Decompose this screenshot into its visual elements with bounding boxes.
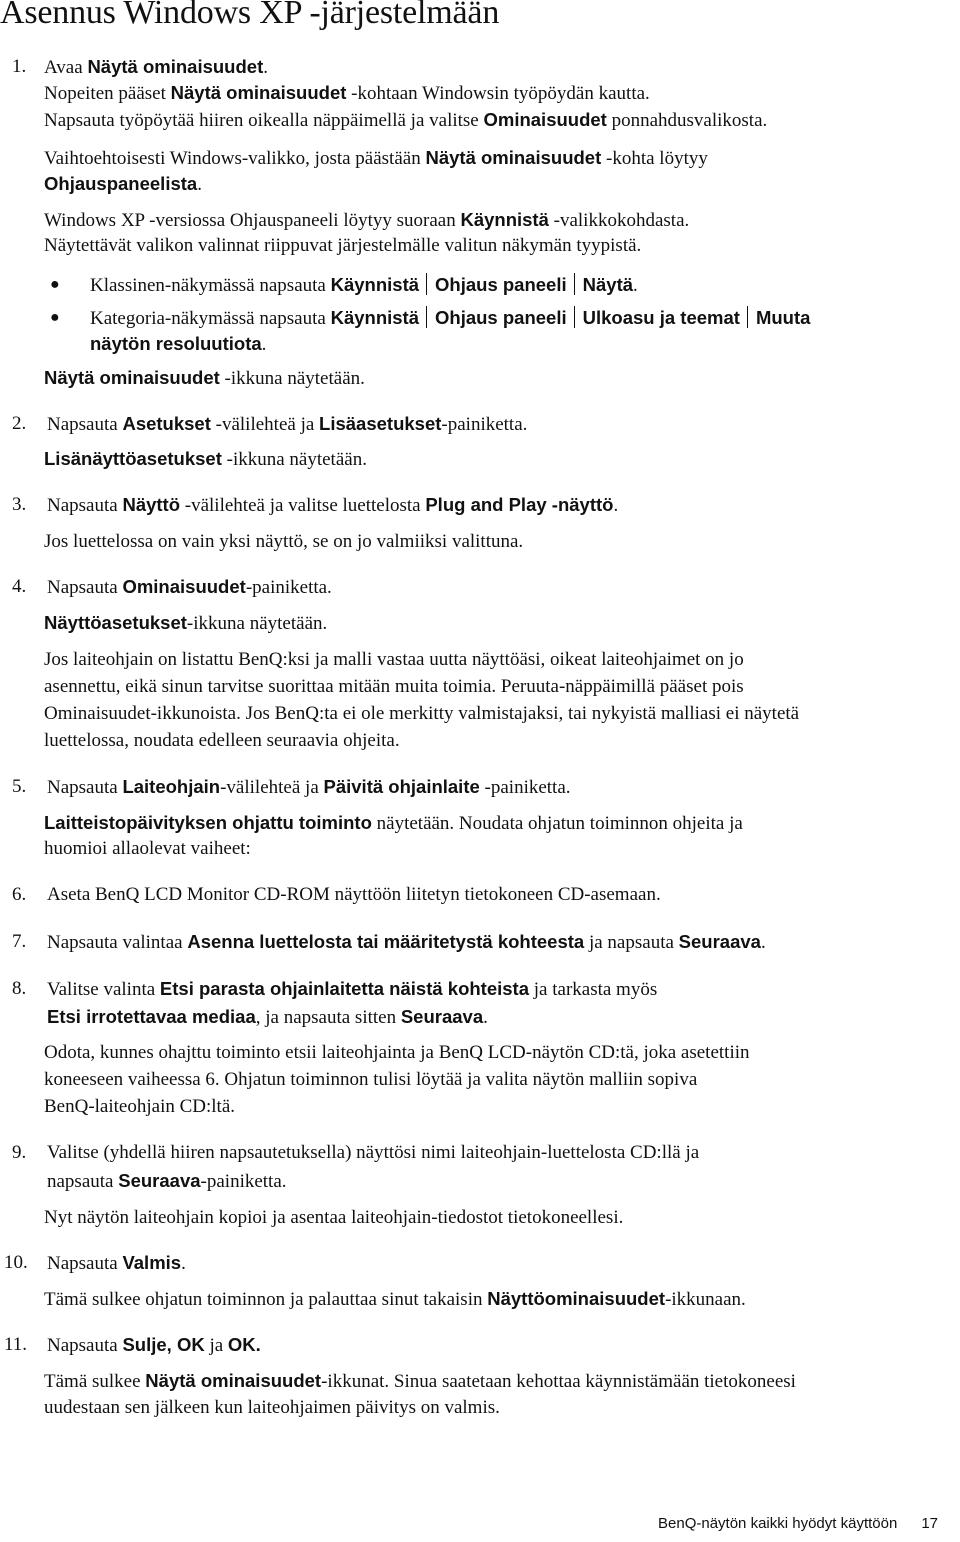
text: Napsauta bbox=[47, 777, 123, 798]
separator bbox=[747, 306, 748, 328]
bullet-item-continuation bbox=[90, 331, 266, 358]
step-number: 8. bbox=[12, 978, 27, 999]
step2-heading bbox=[47, 411, 527, 438]
text: . bbox=[760, 932, 766, 953]
bold-term: , bbox=[166, 1334, 177, 1355]
bold-term: Ominaisuudet bbox=[483, 109, 607, 130]
bold-term: Näytä ominaisuudet bbox=[425, 147, 602, 168]
menu-path-item: näytön resoluutiota bbox=[90, 333, 262, 354]
text: ja bbox=[204, 1335, 228, 1356]
step2-line bbox=[44, 446, 367, 473]
bold-term: Seuraava bbox=[118, 1170, 201, 1191]
text: -välilehteä ja bbox=[220, 777, 324, 798]
text: Napsauta bbox=[47, 414, 123, 435]
text: -ikkuna näytetään. bbox=[219, 368, 365, 389]
bold-term: Etsi parasta ohjainlaitetta näistä kohteista bbox=[159, 978, 530, 999]
text: . bbox=[197, 174, 202, 195]
separator bbox=[426, 273, 427, 295]
step10-paragraph-line bbox=[44, 1286, 746, 1313]
text: -painiketta. bbox=[479, 777, 571, 798]
step11-paragraph-line bbox=[44, 1368, 796, 1395]
step1-line bbox=[44, 107, 767, 134]
text: napsauta bbox=[47, 1171, 119, 1192]
bold-term: Asenna luettelosta tai määritetystä kohteesta bbox=[187, 931, 585, 952]
separator bbox=[574, 306, 575, 328]
text: ja tarkasta myös bbox=[529, 979, 658, 1000]
step9-heading: Valitse (yhdellä hiiren napsautetuksella) näyttösi nimi laiteohjain-luettelosta CD:llä ja bbox=[47, 1142, 700, 1163]
step9-paragraph-line: Nyt näytön laiteohjain kopioi ja asentaa laiteohjain-tiedostot tietokoneellesi. bbox=[44, 1207, 624, 1228]
step-number: 11. bbox=[4, 1334, 28, 1355]
step-number: 3. bbox=[12, 494, 27, 515]
text: Avaa bbox=[44, 57, 88, 78]
text: -kohtaan Windowsin työpöydän kautta. bbox=[346, 83, 650, 104]
text: näytetään. Noudata ohjatun toiminnon ohjeita ja bbox=[371, 813, 743, 834]
step1-line bbox=[44, 207, 689, 234]
text: . bbox=[261, 334, 267, 355]
text: ponnahdusvalikosta. bbox=[606, 110, 768, 131]
text: . bbox=[633, 275, 638, 296]
bold-term: . bbox=[255, 1334, 261, 1355]
menu-path-item: Ohjaus paneeli bbox=[435, 307, 567, 328]
step-number: 1. bbox=[12, 56, 27, 77]
text: Napsauta valintaa bbox=[47, 932, 188, 953]
step-number: 4. bbox=[12, 576, 27, 597]
bold-term: Plug and Play -näyttö bbox=[425, 494, 614, 515]
page-footer bbox=[658, 1515, 938, 1532]
text: . bbox=[263, 57, 268, 78]
bold-term: Valmis bbox=[122, 1252, 182, 1273]
text: Vaihtoehtoisesti Windows-valikko, josta päästään bbox=[44, 148, 426, 169]
step8-heading bbox=[47, 976, 657, 1003]
text: -kohta löytyy bbox=[601, 148, 708, 169]
bold-term: Näyttöominaisuudet bbox=[487, 1288, 666, 1309]
bold-term: Ohjauspaneelista bbox=[44, 173, 198, 194]
step3-line: Jos luettelossa on vain yksi näyttö, se on jo valmiiksi valittuna. bbox=[44, 531, 524, 552]
step1-line bbox=[44, 80, 650, 107]
step4-paragraph-line: Ominaisuudet-ikkunoista. Jos BenQ:ta ei ole merkitty valmistajaksi, tai nykyistä malliasi ei näytetä bbox=[44, 703, 800, 724]
step8-paragraph-line: BenQ-laiteohjain CD:ltä. bbox=[44, 1096, 236, 1117]
step9-heading-continuation bbox=[47, 1168, 287, 1195]
bold-term: Sulje bbox=[122, 1334, 167, 1355]
step5-line bbox=[44, 810, 743, 837]
text: Kategoria-näkymässä napsauta bbox=[90, 308, 331, 329]
text: Tämä sulkee bbox=[44, 1371, 146, 1392]
text: -ikkuna näytetään. bbox=[221, 449, 367, 470]
step11-heading bbox=[47, 1332, 261, 1359]
step1-line bbox=[44, 145, 708, 172]
bold-term: Näytä ominaisuudet bbox=[145, 1370, 322, 1391]
text: , ja napsauta sitten bbox=[255, 1007, 401, 1028]
text: . bbox=[181, 1253, 186, 1274]
step7-heading bbox=[47, 929, 766, 956]
text: Tämä sulkee ohjatun toiminnon ja palauttaa sinut takaisin bbox=[44, 1289, 488, 1310]
bold-term: Seuraava bbox=[678, 931, 761, 952]
menu-path-item: Muuta bbox=[755, 307, 811, 328]
step1-line bbox=[44, 365, 365, 392]
bullet-item bbox=[90, 305, 810, 332]
text: Windows XP -versiossa Ohjauspaneeli löytyy suoraan bbox=[44, 210, 461, 231]
bold-term: Näyttö bbox=[122, 494, 181, 515]
page-title: Asennus Windows XP -järjestelmään bbox=[0, 0, 500, 31]
menu-path-item: Käynnistä bbox=[330, 274, 420, 295]
step8-paragraph-line: koneeseen vaiheessa 6. Ohjatun toiminnon tulisi löytää ja valita näytön malliin sopiva bbox=[44, 1069, 698, 1090]
step4-paragraph-line: asennettu, eikä sinun tarvitse suorittaa mitään muita toimia. Peruuta-näppäimillä pääset pois bbox=[44, 676, 744, 697]
step1-line bbox=[44, 171, 202, 198]
text: -painiketta. bbox=[441, 414, 528, 435]
bold-term: Seuraava bbox=[400, 1006, 484, 1027]
bold-term: Näytä ominaisuudet bbox=[44, 367, 220, 388]
bold-term: Etsi irrotettavaa mediaa bbox=[47, 1006, 256, 1027]
text: -välilehteä ja valitse luettelosta bbox=[180, 495, 426, 516]
step5-heading bbox=[47, 774, 571, 801]
text: Valitse valinta bbox=[47, 979, 160, 1000]
separator bbox=[574, 273, 575, 295]
text: -valikkokohdasta. bbox=[548, 210, 690, 231]
bold-term: Näytä ominaisuudet bbox=[87, 56, 264, 77]
bold-term: Päivitä ohjainlaite bbox=[323, 776, 480, 797]
text: Napsauta työpöytää hiiren oikealla näppäimellä ja valitse bbox=[44, 110, 484, 131]
bold-term: Lisänäyttöasetukset bbox=[44, 448, 222, 469]
bold-term: Käynnistä bbox=[460, 209, 549, 230]
step-number: 2. bbox=[12, 413, 27, 434]
step-number: 7. bbox=[12, 931, 27, 952]
text: -ikkunaan. bbox=[665, 1289, 746, 1310]
step1-line: Näytettävät valikon valinnat riippuvat järjestelmälle valitun näkymän tyypistä. bbox=[44, 235, 642, 256]
bullet-icon: ● bbox=[50, 309, 60, 326]
bold-term: Ominaisuudet bbox=[122, 576, 246, 597]
step10-heading bbox=[47, 1250, 186, 1277]
step4-paragraph-line: luettelossa, noudata edelleen seuraavia ohjeita. bbox=[44, 730, 400, 751]
text: Nopeiten pääset bbox=[44, 83, 171, 104]
step8-paragraph-line: Odota, kunnes ohajttu toiminto etsii laiteohjainta ja BenQ LCD-näytön CD:tä, joka asetettiin bbox=[44, 1042, 750, 1063]
step-number: 9. bbox=[12, 1142, 27, 1163]
text: Klassinen-näkymässä napsauta bbox=[90, 275, 331, 296]
bold-term: Laiteohjain bbox=[122, 776, 221, 797]
step3-heading bbox=[47, 492, 618, 519]
text: -painiketta. bbox=[200, 1171, 287, 1192]
step1-heading bbox=[44, 54, 268, 81]
text: -ikkunat. Sinua saatetaan kehottaa käynnistämään tietokoneesi bbox=[321, 1371, 796, 1392]
bold-term: OK bbox=[227, 1334, 256, 1355]
step4-heading bbox=[47, 574, 332, 601]
step5-line: huomioi allaolevat vaiheet: bbox=[44, 838, 251, 859]
text: -välilehteä ja bbox=[210, 414, 320, 435]
menu-path-item: Käynnistä bbox=[330, 307, 419, 328]
footer-text: BenQ-näytön kaikki hyödyt käyttöön bbox=[658, 1515, 898, 1532]
text: -painiketta. bbox=[245, 577, 332, 598]
text: Napsauta bbox=[47, 577, 123, 598]
step-number: 10. bbox=[4, 1252, 28, 1273]
bold-term: Laitteistopäivityksen ohjattu toiminto bbox=[44, 812, 372, 833]
page-number: 17 bbox=[921, 1515, 938, 1532]
menu-path-item: Ulkoasu ja teemat bbox=[582, 307, 740, 328]
step11-paragraph-line: uudestaan sen jälkeen kun laiteohjaimen päivitys on valmis. bbox=[44, 1397, 500, 1418]
menu-path-item: Ohjaus paneeli bbox=[435, 274, 567, 295]
step6-heading: Aseta BenQ LCD Monitor CD-ROM näyttöön liitetyn tietokoneen CD-asemaan. bbox=[47, 884, 661, 905]
text: -ikkuna näytetään. bbox=[186, 613, 328, 634]
bold-term: Asetukset bbox=[122, 413, 211, 434]
bullet-item bbox=[90, 272, 638, 299]
step-number: 6. bbox=[12, 884, 27, 905]
step4-line bbox=[44, 610, 327, 637]
step-number: 5. bbox=[12, 776, 27, 797]
text: Napsauta bbox=[47, 495, 123, 516]
text: ja napsauta bbox=[584, 932, 679, 953]
bold-term: Näytä ominaisuudet bbox=[170, 82, 347, 103]
text: Napsauta bbox=[47, 1335, 123, 1356]
text: Napsauta bbox=[47, 1253, 123, 1274]
bold-term: OK bbox=[176, 1334, 205, 1355]
menu-path-item: Näytä bbox=[582, 274, 634, 295]
text: . bbox=[483, 1007, 488, 1028]
text: . bbox=[613, 495, 619, 516]
step4-paragraph-line: Jos laiteohjain on listattu BenQ:ksi ja malli vastaa uutta näyttöäsi, oikeat laiteohjaimet on jo bbox=[44, 649, 744, 670]
separator bbox=[426, 306, 427, 328]
step8-heading-continuation bbox=[47, 1004, 488, 1031]
bold-term: Lisäasetukset bbox=[319, 413, 442, 434]
bullet-icon: ● bbox=[50, 276, 60, 293]
bold-term: Näyttöasetukset bbox=[44, 612, 187, 633]
